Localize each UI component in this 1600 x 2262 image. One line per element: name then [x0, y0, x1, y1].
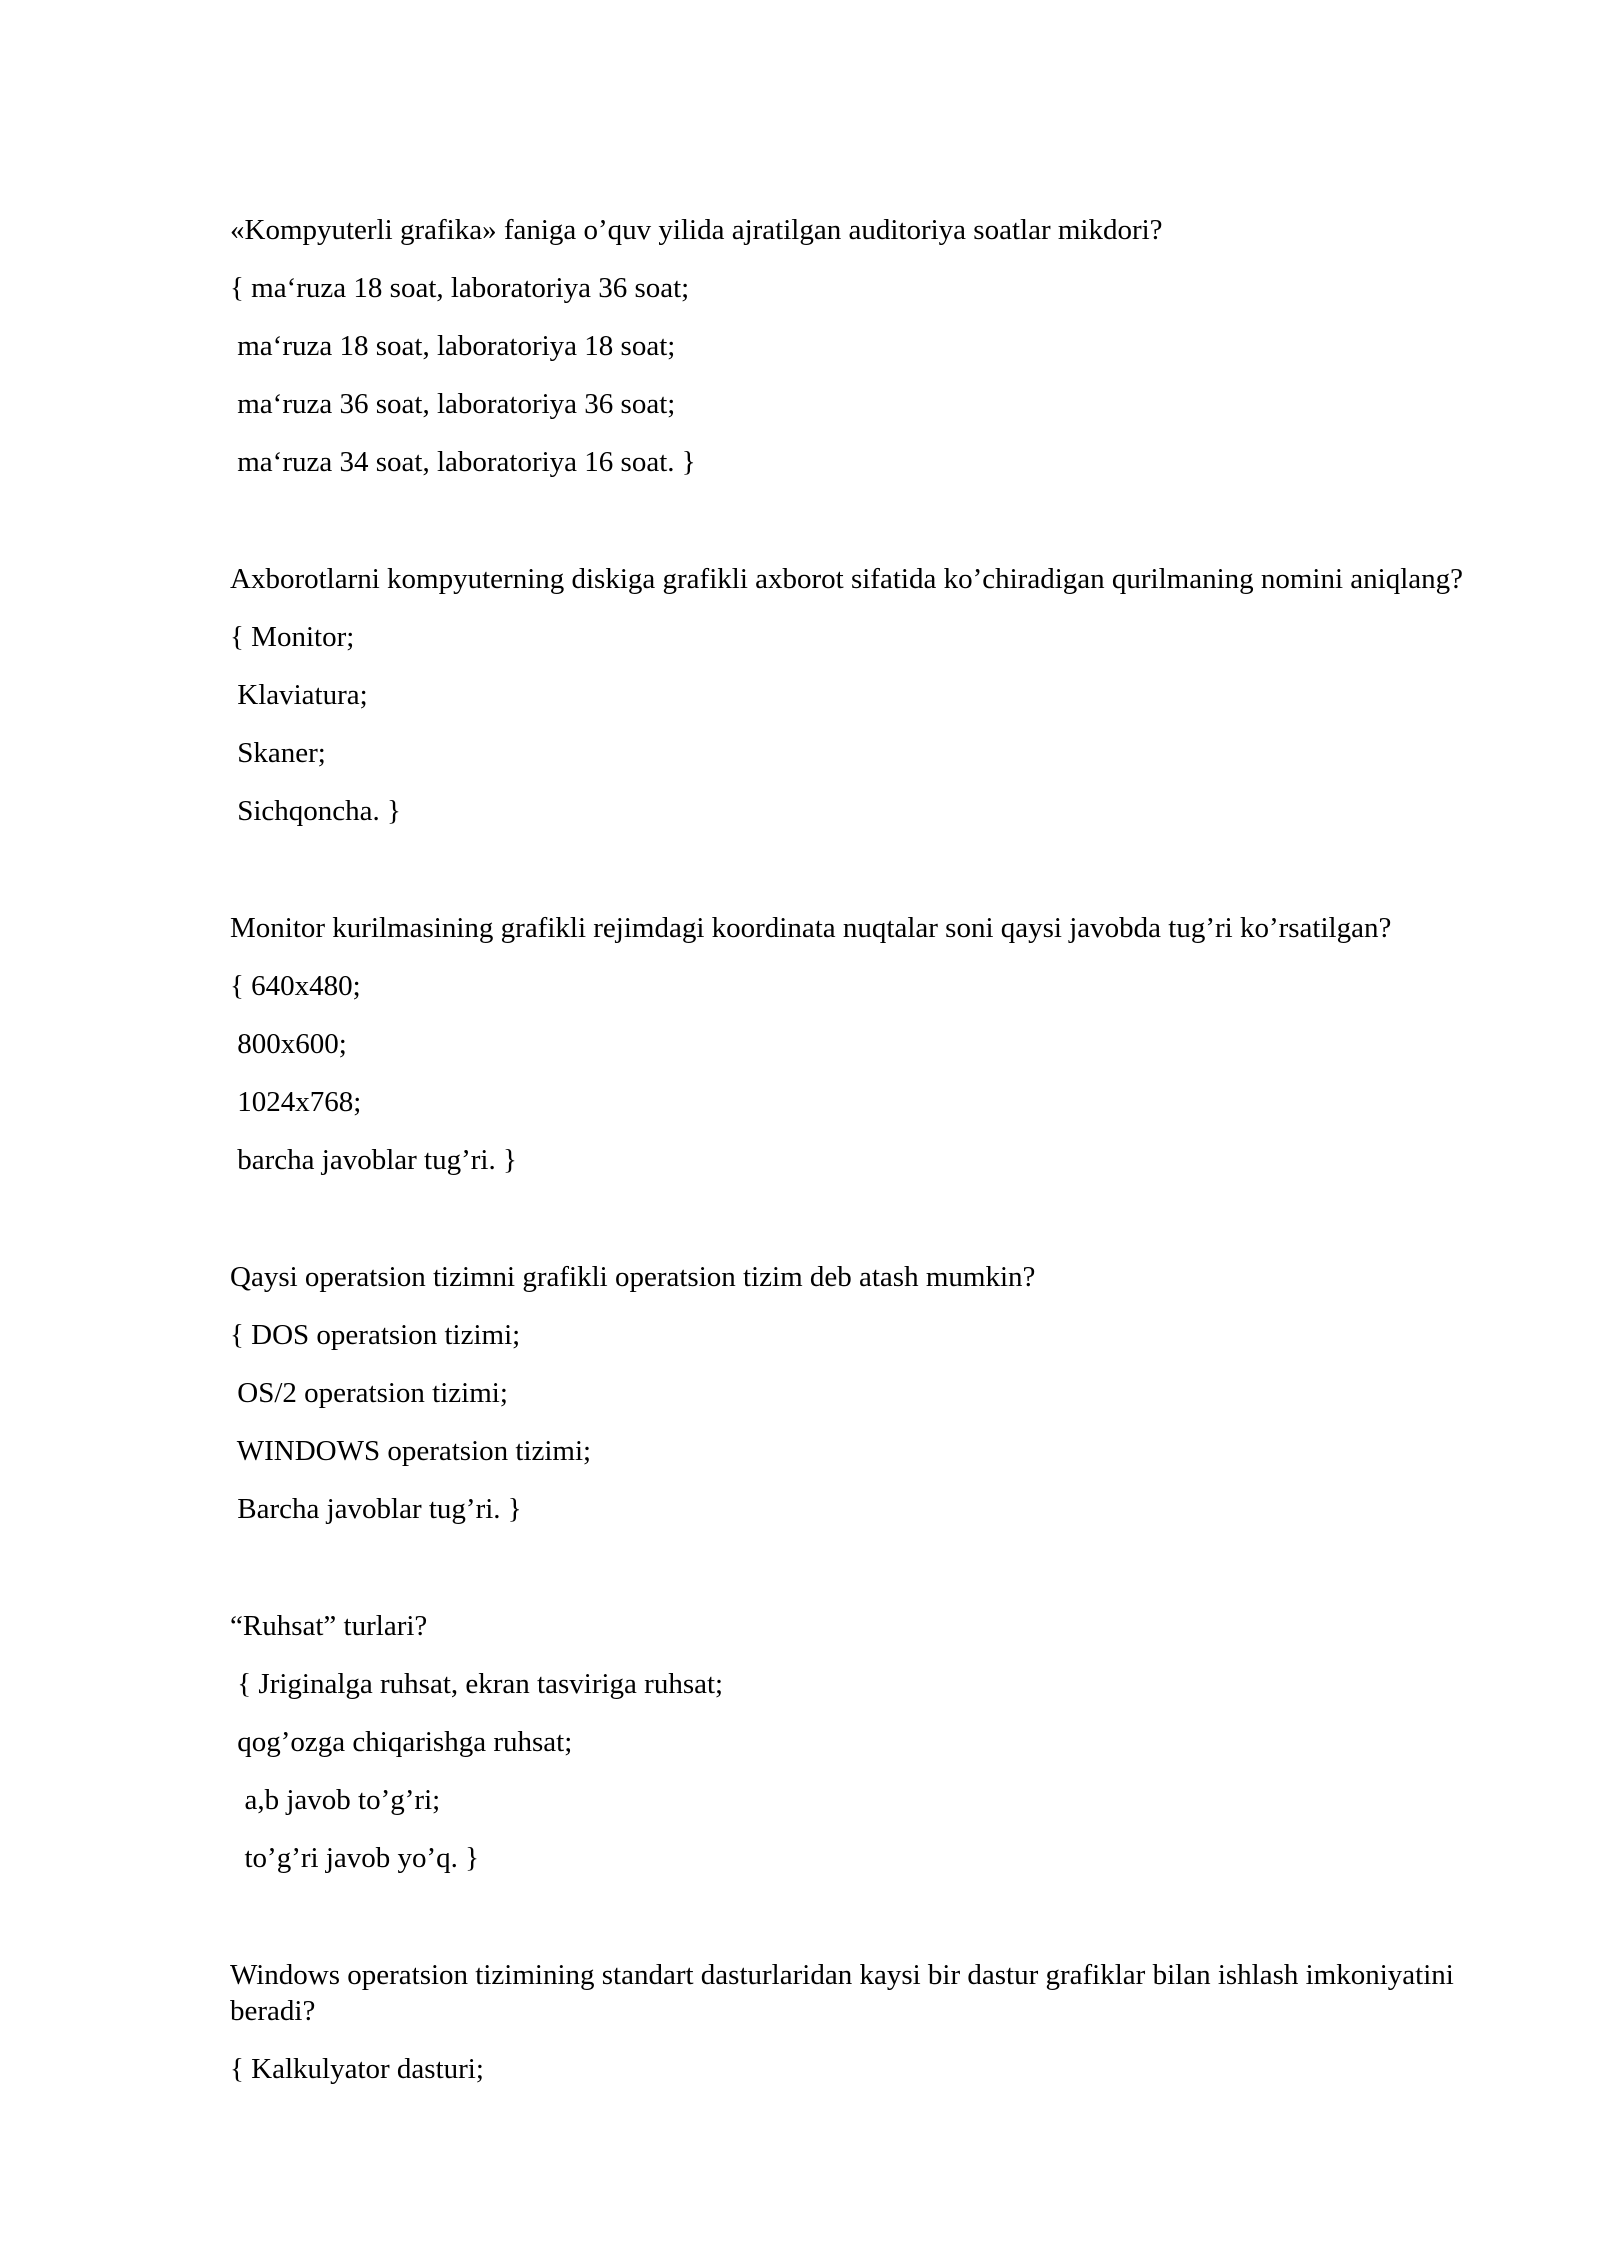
question-text: «Kompyuterli grafika» faniga o’quv yilida ajratilgan auditoriya soatlar mikdori? [230, 214, 1163, 246]
question-text: Axborotlarni kompyuterning diskiga grafikli axborot sifatida ko’chiradigan qurilmaning nomini aniqlang? [230, 563, 1464, 595]
question-text: Monitor kurilmasining grafikli rejimdagi koordinata nuqtalar soni qaysi javobda tug’ri ko’rsatilgan? [230, 912, 1392, 944]
question-text: Qaysi operatsion tizimni grafikli operatsion tizim deb atash mumkin? [230, 1261, 1036, 1293]
answer-option: to’g’ri javob yo’q. } [230, 1842, 480, 1874]
answer-option: { Kalkulyator dasturi; [230, 2053, 484, 2085]
answer-option: ma‘ruza 36 soat, laboratoriya 36 soat; [230, 388, 676, 420]
answer-option: OS/2 operatsion tizimi; [230, 1377, 508, 1409]
answer-option: Sichqoncha. } [230, 795, 401, 827]
question-text: “Ruhsat” turlari? [230, 1610, 428, 1642]
answer-option: 800x600; [230, 1028, 347, 1060]
answer-option: { 640x480; [230, 970, 361, 1002]
answer-option: WINDOWS operatsion tizimi; [230, 1435, 592, 1467]
answer-option: Barcha javoblar tug’ri. } [230, 1493, 522, 1525]
answer-option: Skaner; [230, 737, 326, 769]
answer-option: { ma‘ruza 18 soat, laboratoriya 36 soat; [230, 272, 690, 304]
answer-option: qog’ozga chiqarishga ruhsat; [230, 1726, 573, 1758]
answer-option: Klaviatura; [230, 679, 368, 711]
answer-option: { Jriginalga ruhsat, ekran tasviriga ruhsat; [230, 1668, 724, 1700]
answer-option: ma‘ruza 34 soat, laboratoriya 16 soat. } [230, 446, 696, 478]
question-text: Windows operatsion tizimining standart dasturlaridan kaysi bir dastur grafiklar bilan ishlash imkoniyatini beradi? [230, 1959, 1462, 2027]
answer-option: a,b javob to’g’ri; [230, 1784, 441, 1816]
answer-option: { DOS operatsion tizimi; [230, 1319, 521, 1351]
answer-option: { Monitor; [230, 621, 355, 653]
answer-option: ma‘ruza 18 soat, laboratoriya 18 soat; [230, 330, 676, 362]
answer-option: 1024x768; [230, 1086, 362, 1118]
answer-option: barcha javoblar tug’ri. } [230, 1144, 517, 1176]
